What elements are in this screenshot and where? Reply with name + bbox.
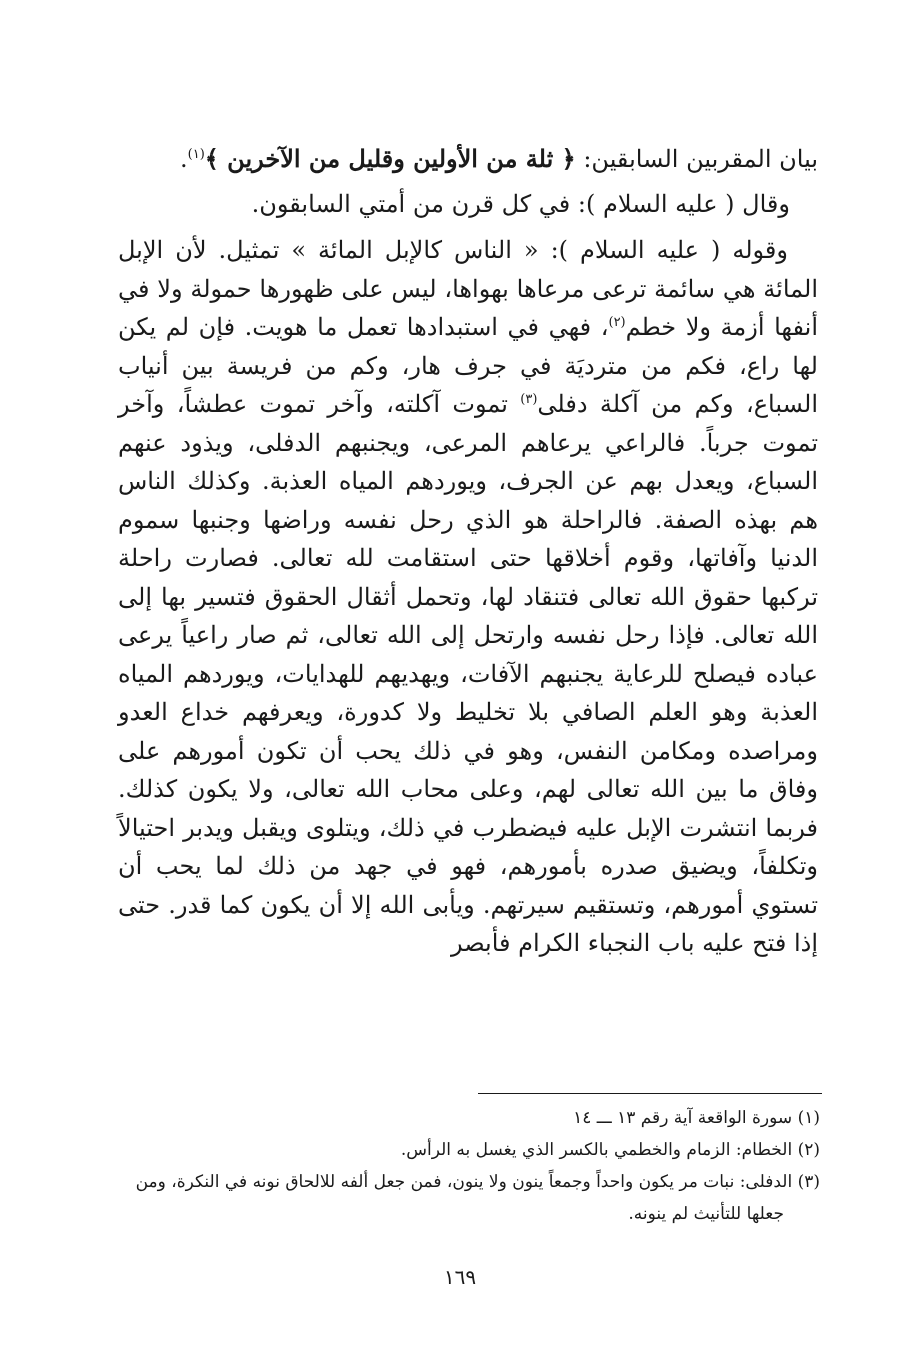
paragraph-2: وقال ( عليه السلام ): في كل قرن من أمتي السابقون. [251, 189, 790, 218]
paragraph-3-part-a: وقوله ( عليه السلام ): « الناس كالإبل المائة » تمثيل. لأن الإبل المائة هي سائمة ترعى مرعاها بهواها، ليس على ظهورها حمولة ولا في أنفها أزمة ولا خطم [118, 236, 818, 341]
footnote-3: (٣) الدفلى: نبات مر يكون واحداً وجمعاً ينون ولا ينون، فمن جعل ألفه للالحاق نونه في النكرة، ومن جعلها للتأنيث لم ينونه. [135, 1172, 820, 1224]
paragraph-1 [118, 140, 818, 179]
paragraph-3-part-c: تموت آكلته، وآخر تموت عطشاً، وآخر تموت جرباً. فالراعي يرعاهم المرعى، ويجنبهم الدفلى، ويذود عنهم السباع، ويعدل بهم عن الجرف، ويوردهم المياه العذبة. وكذلك الناس هم بهذه الصفة. فالراحلة هو الذي رحل نفسه وراضها وجنبها سموم الدنيا وآفاتها، وقوم أخلاقها حتى استقامت لله تعالى. فصارت راحلة تركبها حقوق الله تعالى فتنقاد لها، وتحمل أثقال الحقوق فتسير بها إلى الله تعالى. فإذا رحل نفسه وارتحل إلى الله تعالى، ثم صار راعياً يرعى عباده فيصلح للرعاية يجنبهم الآفات، ويهديهم للهدايات، ويوردهم المياه العذبة وهو العلم الصافي بلا تخليط ولا كدورة، ويعرفهم خداع العدو ومراصده ومكامن النفس، وهو في ذلك يحب أن تكون أمورهم على وفاق ما بين الله تعالى لهم، وعلى محاب الله تعالى، ولا يكون كذلك. فربما انتشرت الإبل عليه فيضطرب في ذلك، ويتلوى ويقبل ويدبر احتيالاً وتكلفاً، ويضيق صدره بأمورهم، فهو في جهد من ذلك لما يحب أن تستوي أمورهم، وتستقيم سيرتهم. ويأبى الله إلا أن يكون كما قدر. حتى إذا فتح عليه باب النجباء الكرام فأبصر [118, 390, 819, 957]
footnote-divider [478, 1093, 822, 1094]
footnote-ref-3: (٣) [520, 392, 538, 407]
footnote-ref-1: (١) [187, 147, 205, 162]
paragraph-3 [118, 231, 818, 963]
main-text [118, 140, 818, 963]
footnote-ref-2: (٢) [608, 315, 626, 330]
footnote-2: (٢) الخطام: الزمام والخطمي بالكسر الذي يغسل به الرأس. [400, 1140, 820, 1160]
paragraph-1-end: . [179, 145, 188, 173]
footnotes [125, 1102, 820, 1230]
quran-verse: ﴿ ثلة من الأولين وقليل من الآخرين ﴾ [204, 144, 576, 173]
paragraph-3-part-b: ، فهي في استبدادها تعمل ما هويت. فإن لم يكن لها راع، فكم من مترديَة في جرف هار، وكم من فريسة بين أنياب السباع، وكم من آكلة دفلى [118, 313, 818, 418]
paragraph-1-text: بيان المقربين السابقين: [575, 145, 818, 173]
page-number: ١٦٩ [443, 1265, 477, 1289]
footnote-1: (١) سورة الواقعة آية رقم ١٣ ـــ ١٤ [573, 1108, 820, 1128]
